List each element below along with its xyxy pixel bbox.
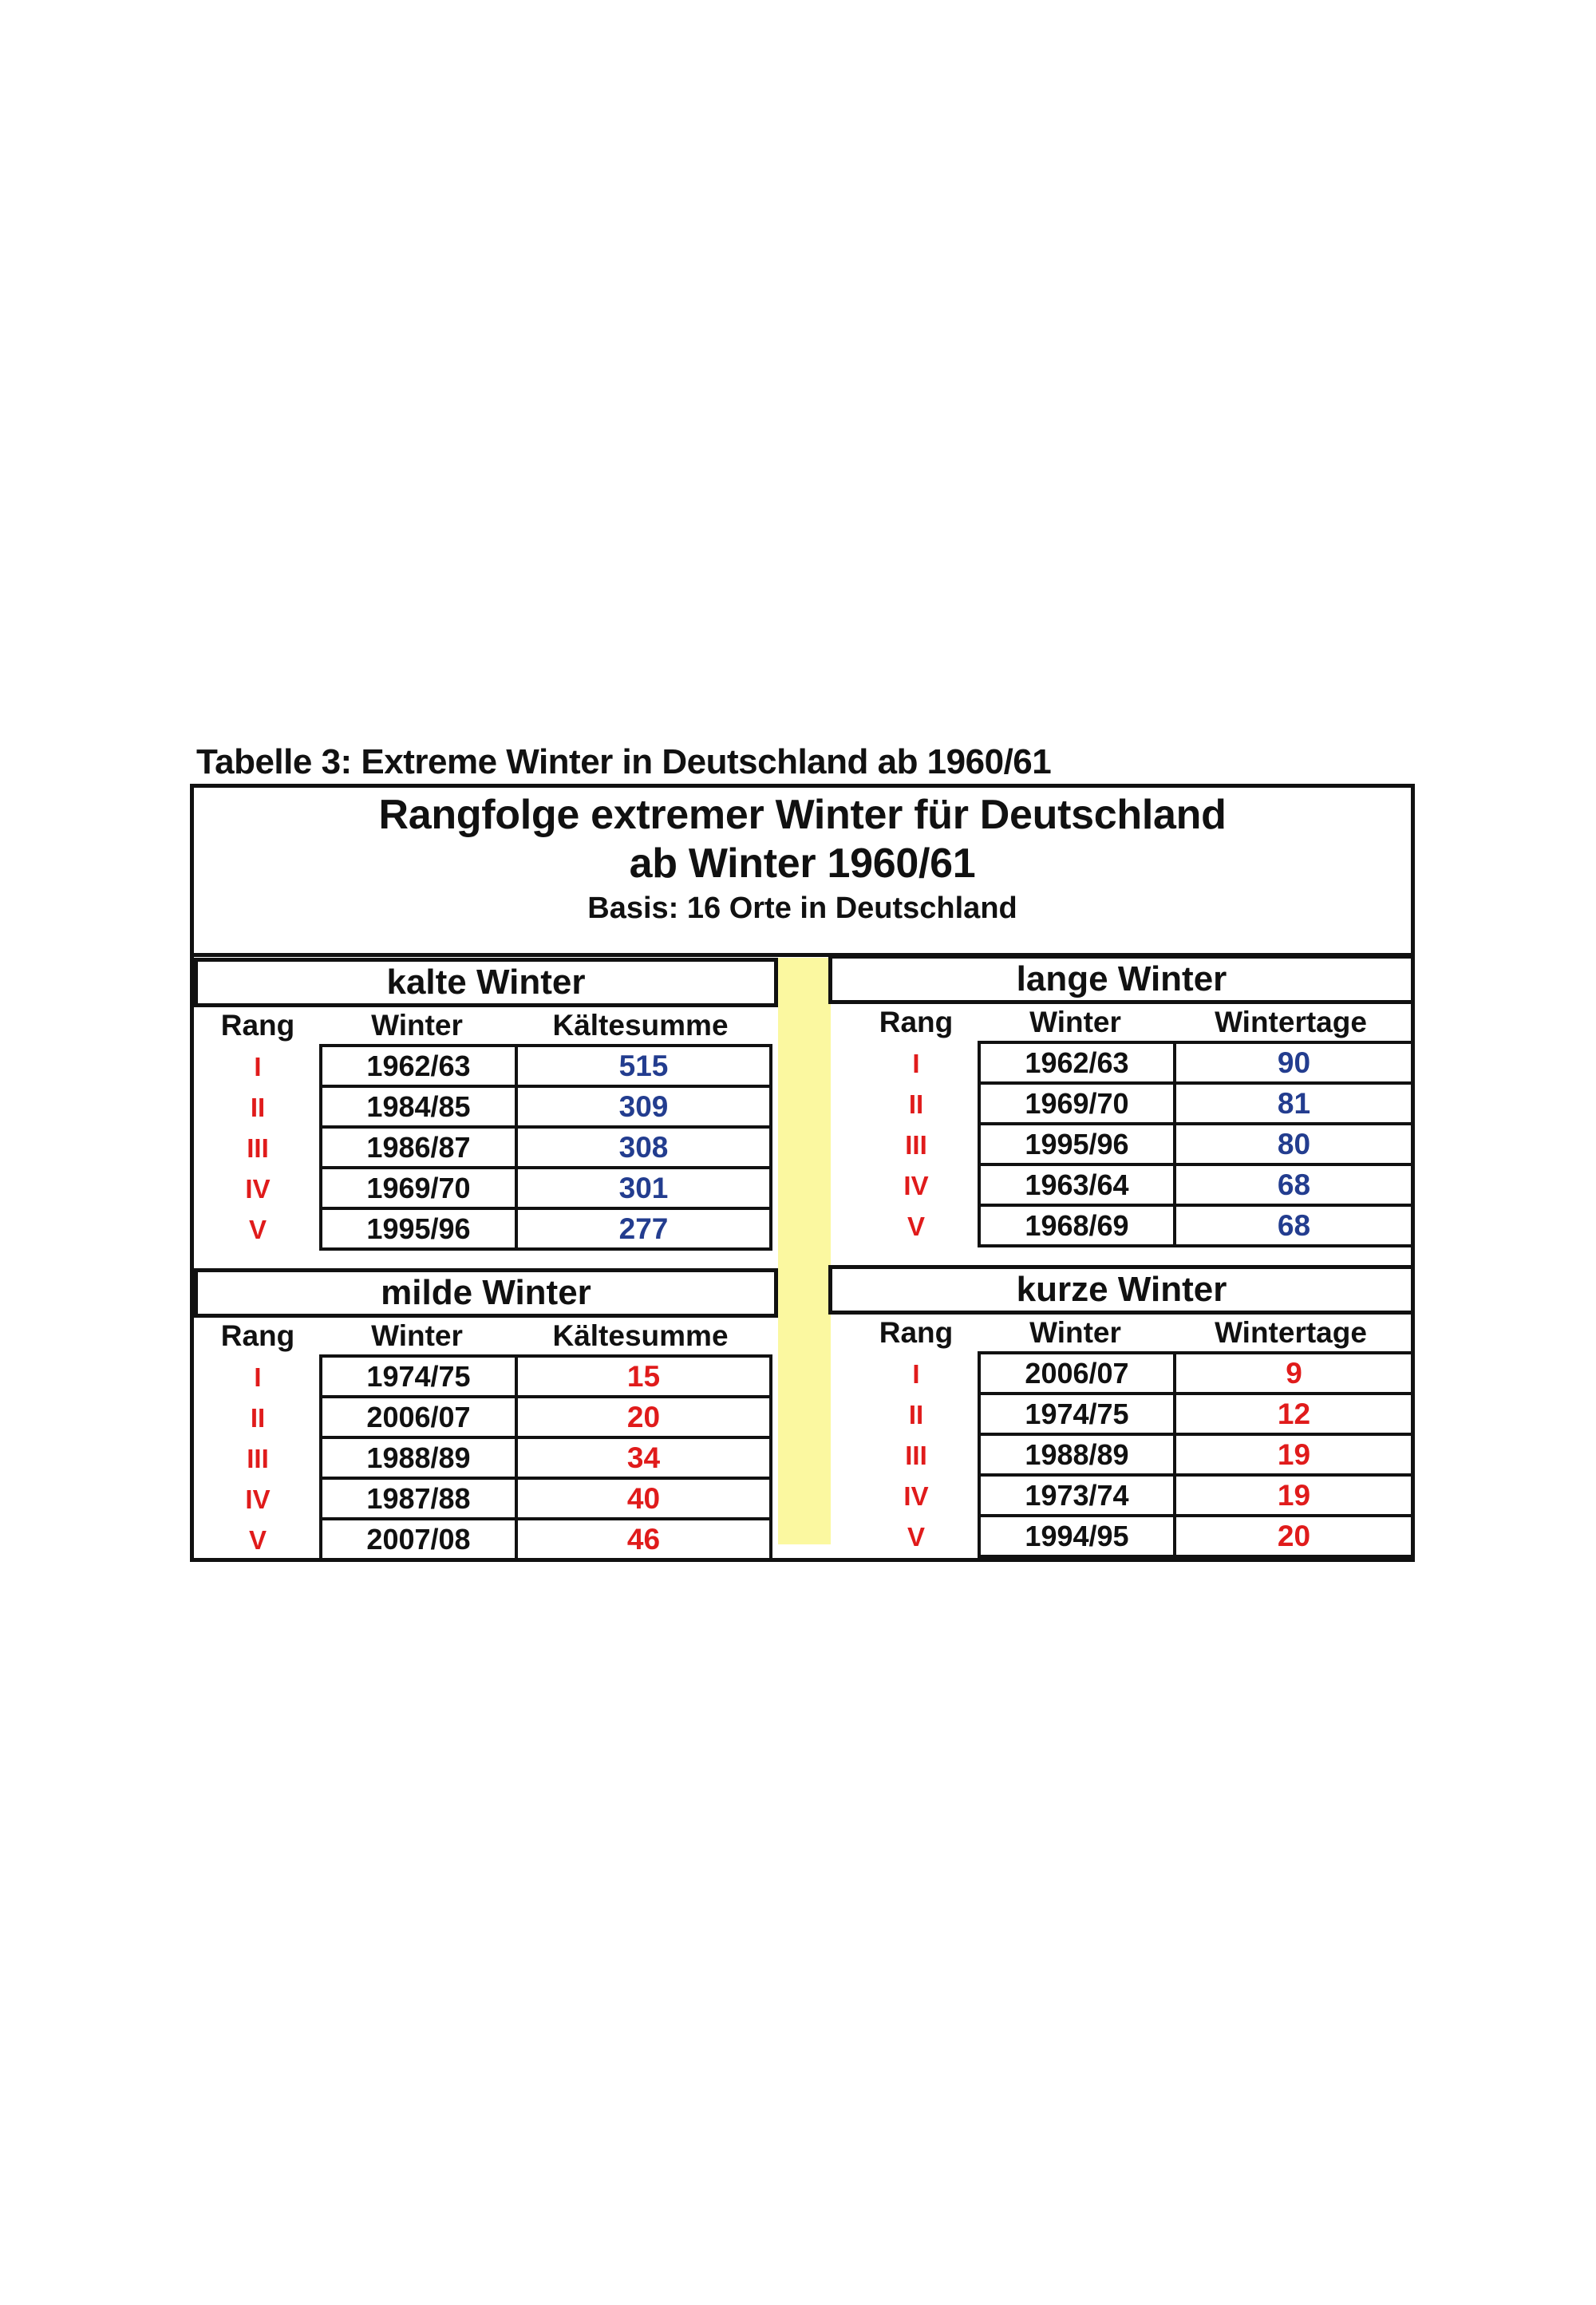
winter-cell: 1986/87 (322, 1129, 518, 1166)
value-cell: 40 (626, 1482, 661, 1515)
table-row (981, 1436, 1412, 1477)
value-cell: 309 (618, 1090, 669, 1123)
table-row (322, 1169, 769, 1210)
basis-subtitle: Basis: 16 Orte in Deutschland (587, 892, 1017, 925)
winter-cell: 1969/70 (981, 1085, 1176, 1122)
column-header-winter: Winter (371, 1009, 463, 1042)
table-row (981, 1166, 1412, 1207)
rank-label: II (250, 1403, 266, 1433)
winter-cell: 1962/63 (981, 1044, 1176, 1081)
rank-label: IV (903, 1171, 929, 1200)
panel-title: kurze Winter (828, 1265, 1415, 1315)
winter-cell: 1987/88 (322, 1480, 518, 1517)
rank-label: V (248, 1525, 267, 1555)
rank-label: V (248, 1215, 267, 1244)
table-row (981, 1125, 1412, 1166)
table-row (981, 1085, 1412, 1125)
winter-cell: 1974/75 (322, 1358, 518, 1395)
column-header-winter: Winter (371, 1319, 463, 1352)
rank-label: IV (903, 1481, 929, 1511)
table-row (322, 1129, 769, 1169)
table-row (981, 1207, 1412, 1247)
rank-label: V (907, 1212, 925, 1241)
table-row (322, 1088, 769, 1129)
column-header-rang: Rang (220, 1319, 295, 1352)
winter-cell: 1988/89 (981, 1436, 1176, 1473)
value-cell: 68 (1277, 1168, 1311, 1201)
winter-cell: 1969/70 (322, 1169, 518, 1207)
panel-title: lange Winter (828, 955, 1415, 1004)
column-header-value: Kältesumme (552, 1009, 729, 1042)
value-cell: 90 (1277, 1046, 1311, 1079)
ranking-grid (319, 1044, 772, 1251)
winter-cell: 1973/74 (981, 1477, 1176, 1514)
value-cell: 80 (1277, 1128, 1311, 1160)
value-cell: 277 (618, 1212, 669, 1245)
ranking-grid (978, 1351, 1415, 1558)
panel-title: kalte Winter (194, 958, 778, 1007)
rank-label: III (247, 1444, 269, 1473)
rank-label: IV (245, 1174, 271, 1204)
winter-cell: 1962/63 (322, 1047, 518, 1085)
rank-label: II (908, 1089, 924, 1119)
winter-cell: 1994/95 (981, 1517, 1176, 1555)
yellow-divider-band (778, 958, 831, 1544)
winter-cell: 1988/89 (322, 1439, 518, 1477)
rank-label: I (912, 1049, 920, 1078)
rank-label: III (247, 1133, 269, 1163)
column-header-value: Wintertage (1215, 1316, 1367, 1349)
value-cell: 515 (618, 1050, 669, 1082)
main-title-line2: ab Winter 1960/61 (629, 840, 976, 887)
rank-label: IV (245, 1485, 271, 1514)
table-row (322, 1398, 769, 1439)
rank-label: II (250, 1093, 266, 1122)
value-cell: 19 (1277, 1479, 1311, 1512)
table-row (322, 1358, 769, 1398)
value-cell: 9 (1286, 1357, 1302, 1390)
winter-cell: 2006/07 (981, 1354, 1176, 1392)
column-header-rang: Rang (879, 1006, 954, 1038)
table-row (981, 1517, 1412, 1558)
table-row (322, 1210, 769, 1251)
column-header-winter: Winter (1029, 1006, 1121, 1038)
rank-label: II (908, 1400, 924, 1429)
winter-cell: 1974/75 (981, 1395, 1176, 1433)
value-cell: 68 (1277, 1209, 1311, 1242)
rank-label: I (254, 1362, 262, 1392)
ranking-grid (319, 1354, 772, 1561)
rank-label: III (905, 1441, 927, 1470)
value-cell: 20 (626, 1401, 661, 1433)
column-header-rang: Rang (220, 1009, 295, 1042)
rank-label: III (905, 1130, 927, 1160)
value-cell: 15 (626, 1360, 661, 1393)
winter-cell: 2006/07 (322, 1398, 518, 1436)
value-cell: 34 (626, 1441, 661, 1474)
value-cell: 301 (618, 1172, 669, 1204)
column-header-winter: Winter (1029, 1316, 1121, 1349)
rank-label: I (254, 1052, 262, 1081)
value-cell: 81 (1277, 1087, 1311, 1120)
table-row (981, 1044, 1412, 1085)
main-title-line1: Rangfolge extremer Winter für Deutschland (378, 792, 1227, 838)
winter-cell: 1995/96 (981, 1125, 1176, 1163)
rank-label: V (907, 1522, 925, 1552)
value-cell: 20 (1277, 1520, 1311, 1552)
value-cell: 308 (618, 1131, 669, 1164)
winter-cell: 1984/85 (322, 1088, 518, 1125)
table-frame (190, 784, 1415, 1562)
winter-cell: 1963/64 (981, 1166, 1176, 1204)
winter-cell: 1995/96 (322, 1210, 518, 1247)
table-row (322, 1480, 769, 1520)
value-cell: 19 (1277, 1438, 1311, 1471)
panel-title: milde Winter (194, 1268, 778, 1318)
column-header-value: Kältesumme (552, 1319, 729, 1352)
table-row (981, 1477, 1412, 1517)
table-row (322, 1439, 769, 1480)
value-cell: 12 (1277, 1398, 1311, 1430)
ranking-grid (978, 1041, 1415, 1247)
winter-cell: 2007/08 (322, 1520, 518, 1558)
value-cell: 46 (626, 1523, 661, 1556)
column-header-rang: Rang (879, 1316, 954, 1349)
winter-cell: 1968/69 (981, 1207, 1176, 1244)
table-row (981, 1395, 1412, 1436)
table-caption: Tabelle 3: Extreme Winter in Deutschland ab 1960/61 (196, 742, 1052, 781)
column-header-value: Wintertage (1215, 1006, 1367, 1038)
table-row (981, 1354, 1412, 1395)
table-row (322, 1047, 769, 1088)
rank-label: I (912, 1359, 920, 1389)
table-row (322, 1520, 769, 1561)
